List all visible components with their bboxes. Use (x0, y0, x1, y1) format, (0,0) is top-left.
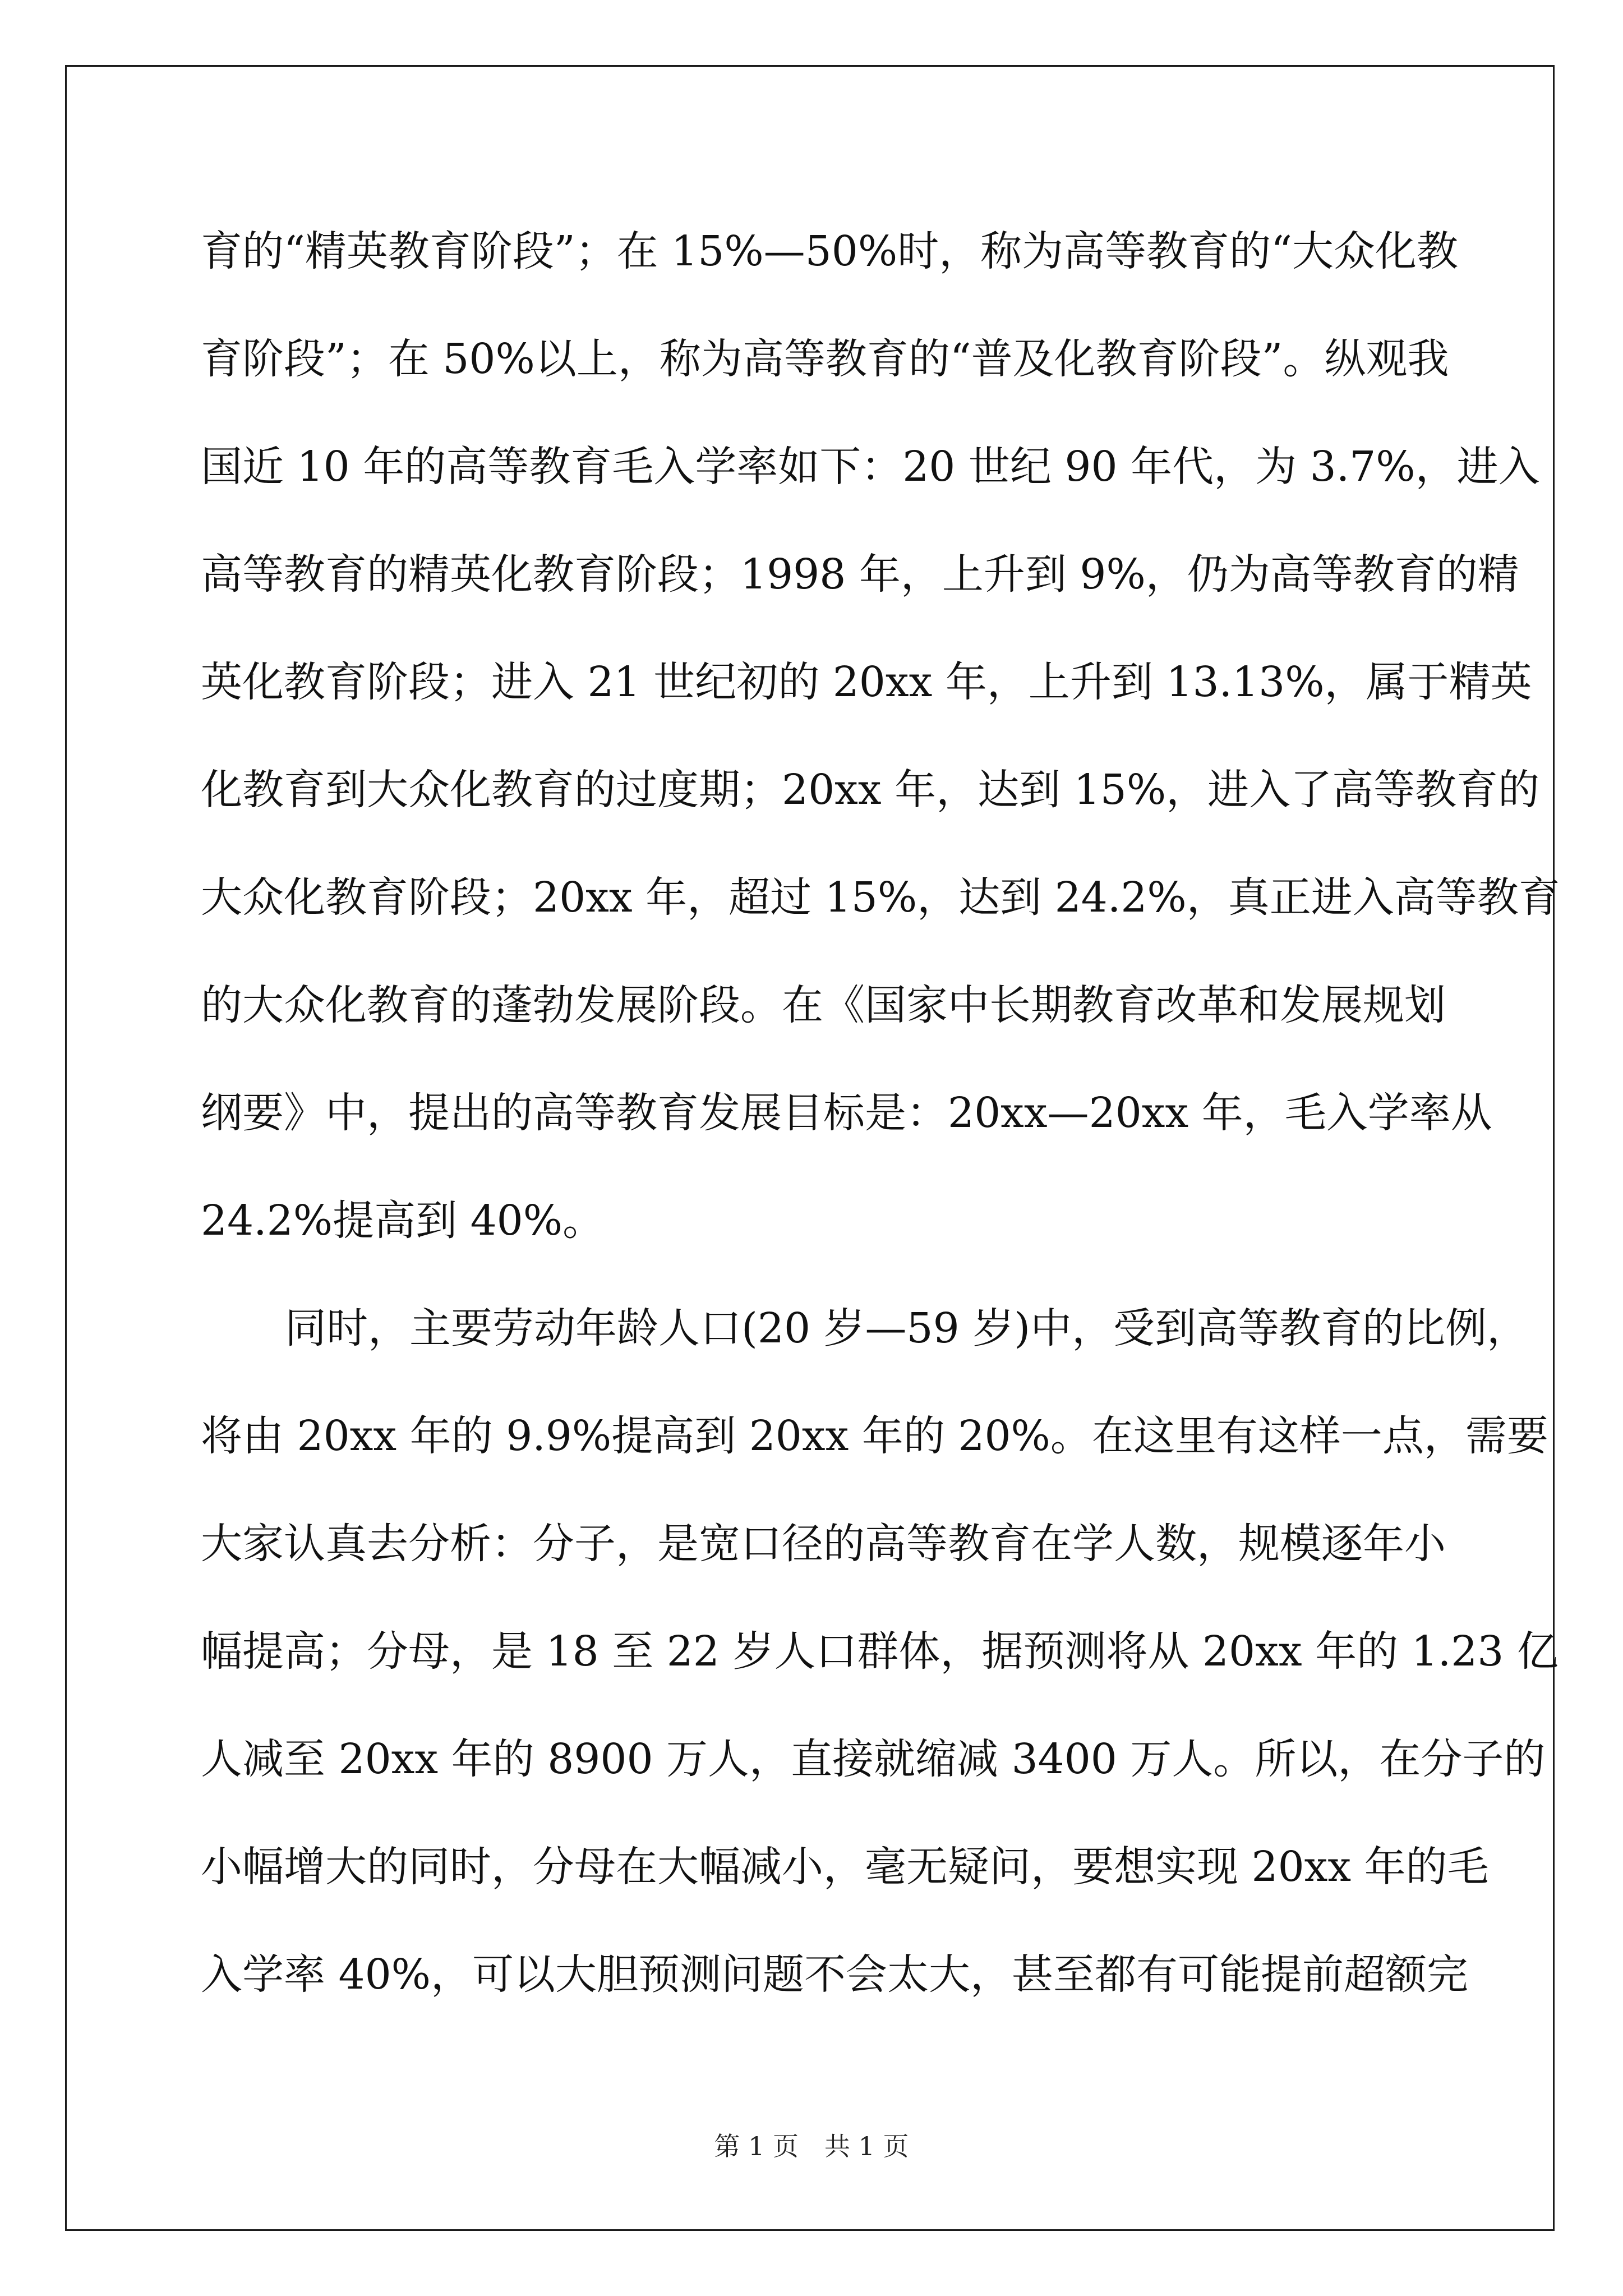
document-body (201, 218, 1560, 2049)
text-line: 大众化教育阶段；20xx 年，超过 15%，达到 24.2%，真正进入高等教育 (201, 873, 1560, 922)
text-line: 育的“精英教育阶段”；在 15%—50%时，称为高等教育的“大众化教 (201, 227, 1458, 275)
text-line: 人减至 20xx 年的 8900 万人，直接就缩减 3400 万人。所以，在分子的 (201, 1735, 1546, 1783)
text-line: 入学率 40%，可以大胆预测问题不会太大，甚至都有可能提前超额完 (201, 1950, 1468, 1999)
paragraph (201, 218, 1560, 1295)
text-line: 国近 10 年的高等教育毛入学率如下：20 世纪 90 年代，为 3.7%，进入 (201, 443, 1540, 491)
text-line: 育阶段”；在 50%以上，称为高等教育的“普及化教育阶段”。纵观我 (201, 335, 1449, 383)
text-line: 英化教育阶段；进入 21 世纪初的 20xx 年，上升到 13.13%，属于精英 (201, 658, 1532, 706)
text-line: 纲要》中，提出的高等教育发展目标是：20xx—20xx 年，毛入学率从 (201, 1089, 1492, 1137)
text-line: 24.2%提高到 40%。 (201, 1197, 605, 1245)
text-line: 化教育到大众化教育的过度期；20xx 年，达到 15%，进入了高等教育的 (201, 766, 1540, 814)
page-number: 第 1 页 共 1 页 (714, 2131, 909, 2161)
text-line: 将由 20xx 年的 9.9%提高到 20xx 年的 20%。在这里有这样一点，需要 (201, 1412, 1548, 1460)
text-line: 小幅增大的同时，分母在大幅减小，毫无疑问，要想实现 20xx 年的毛 (201, 1843, 1489, 1891)
text-line: 大家认真去分析：分子，是宽口径的高等教育在学人数，规模逐年小 (201, 1520, 1446, 1568)
text-line: 的大众化教育的蓬勃发展阶段。在《国家中长期教育改革和发展规划 (201, 981, 1446, 1029)
text-line: 同时，主要劳动年龄人口(20 岁—59 岁)中，受到高等教育的比例， (285, 1304, 1529, 1352)
paragraph (201, 1295, 1559, 2049)
text-line: 幅提高；分母，是 18 至 22 岁人口群体，据预测将从 20xx 年的 1.23 亿 (201, 1627, 1559, 1676)
text-line: 高等教育的精英化教育阶段；1998 年，上升到 9%，仍为高等教育的精 (201, 550, 1519, 599)
